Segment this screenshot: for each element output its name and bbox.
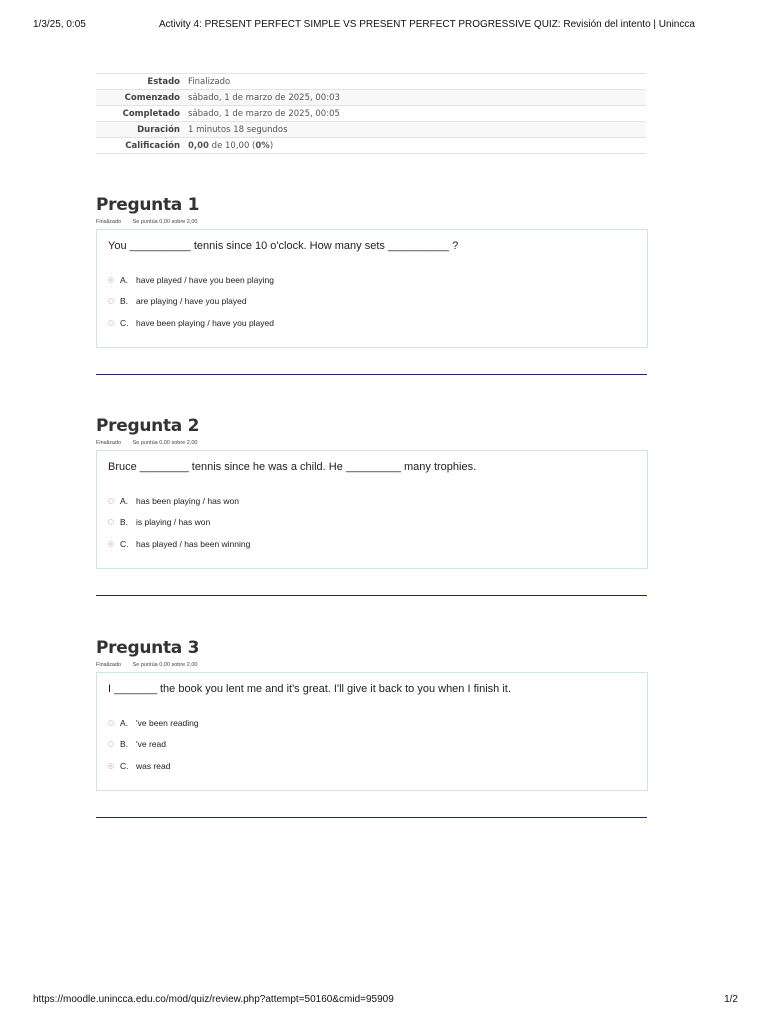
answer-option-b[interactable] <box>108 734 636 756</box>
option-letter: B. <box>120 739 129 750</box>
option-text: have been playing / have you played <box>136 317 274 328</box>
question-title: Pregunta 2 <box>96 416 200 436</box>
question-grade: Se puntúa 0,00 sobre 2,00 <box>132 662 198 668</box>
answer-option-b[interactable] <box>108 291 636 313</box>
print-page-title: Activity 4: PRESENT PERFECT SIMPLE VS PRESENT PERFECT PROGRESSIVE QUIZ: Revisión del intento | Unincca <box>159 19 695 30</box>
radio-icon[interactable] <box>108 298 114 304</box>
question-1 <box>96 194 648 348</box>
summary-value: Finalizado <box>184 74 646 90</box>
option-text: has been playing / has won <box>136 495 240 506</box>
question-info <box>96 219 648 227</box>
option-text: are playing / have you played <box>136 296 247 307</box>
option-text: have played / have you been playing <box>136 274 274 285</box>
answer-option-b[interactable] <box>108 512 636 534</box>
question-state: Finalizado <box>96 219 122 225</box>
question-title: Pregunta 3 <box>96 638 200 658</box>
option-text: was read <box>136 760 171 771</box>
option-letter: B. <box>120 517 129 528</box>
option-letter: C. <box>120 760 129 771</box>
answer-option-a[interactable] <box>108 712 636 734</box>
question-divider <box>96 595 647 596</box>
answer-option-c[interactable] <box>108 755 636 777</box>
question-divider <box>96 817 647 818</box>
radio-icon[interactable] <box>108 277 114 283</box>
question-info <box>96 440 648 448</box>
print-footer <box>33 994 738 1005</box>
question-grade: Se puntúa 0,00 sobre 2,00 <box>132 440 198 446</box>
radio-icon[interactable] <box>108 498 114 504</box>
radio-icon[interactable] <box>108 320 114 326</box>
radio-icon[interactable] <box>108 720 114 726</box>
radio-icon[interactable] <box>108 541 114 547</box>
answer-option-c[interactable] <box>108 312 636 334</box>
summary-row <box>96 138 646 154</box>
option-letter: C. <box>120 317 129 328</box>
summary-label: Estado <box>96 74 184 90</box>
option-letter: C. <box>120 538 129 549</box>
question-text: Bruce ________ tennis since he was a child. He _________ many trophies. <box>108 461 477 473</box>
summary-row <box>96 90 646 106</box>
print-url: https://moodle.unincca.edu.co/mod/quiz/review.php?attempt=50160&cmid=95909 <box>33 994 394 1005</box>
option-text: 've read <box>136 739 166 750</box>
question-divider <box>96 374 647 375</box>
question-state: Finalizado <box>96 662 122 668</box>
question-info <box>96 662 648 670</box>
grade-percent: 0% <box>255 140 270 151</box>
question-text: I _______ the book you lent me and it's great. I'll give it back to you when I finish it. <box>108 683 511 695</box>
answer-option-c[interactable] <box>108 533 636 555</box>
question-text: You __________ tennis since 10 o'clock. How many sets __________ ? <box>108 240 459 252</box>
print-header <box>33 19 738 30</box>
question-content-box <box>96 229 648 348</box>
attempt-summary-table <box>96 73 646 154</box>
grade-close: ) <box>269 140 274 151</box>
question-content-box <box>96 672 648 791</box>
summary-row <box>96 74 646 90</box>
answer-option-a[interactable] <box>108 490 636 512</box>
summary-value: sábado, 1 de marzo de 2025, 00:05 <box>184 106 646 122</box>
print-timestamp: 1/3/25, 0:05 <box>33 19 86 30</box>
question-state: Finalizado <box>96 440 122 446</box>
option-text: is playing / has won <box>136 517 211 528</box>
grade-out-of: de 10,00 ( <box>208 140 256 151</box>
radio-icon[interactable] <box>108 519 114 525</box>
question-content-box <box>96 450 648 569</box>
question-grade: Se puntúa 0,00 sobre 2,00 <box>132 219 198 225</box>
option-text: 've been reading <box>136 717 199 728</box>
option-letter: A. <box>120 717 129 728</box>
option-letter: A. <box>120 274 129 285</box>
radio-icon[interactable] <box>108 763 114 769</box>
question-title: Pregunta 1 <box>96 195 200 215</box>
option-text: has played / has been winning <box>136 538 251 549</box>
question-2 <box>96 415 648 569</box>
summary-label: Completado <box>96 106 184 122</box>
summary-value: sábado, 1 de marzo de 2025, 00:03 <box>184 90 646 106</box>
radio-icon[interactable] <box>108 741 114 747</box>
option-letter: B. <box>120 296 129 307</box>
summary-grade-value <box>184 138 646 154</box>
summary-row <box>96 122 646 138</box>
summary-label: Comenzado <box>96 90 184 106</box>
summary-value: 1 minutos 18 segundos <box>184 122 646 138</box>
option-letter: A. <box>120 495 129 506</box>
print-page-number: 1/2 <box>724 994 738 1005</box>
summary-label: Calificación <box>96 138 184 154</box>
summary-row <box>96 106 646 122</box>
question-3 <box>96 637 648 791</box>
summary-label: Duración <box>96 122 184 138</box>
grade-score: 0,00 <box>188 140 209 151</box>
answer-option-a[interactable] <box>108 269 636 291</box>
